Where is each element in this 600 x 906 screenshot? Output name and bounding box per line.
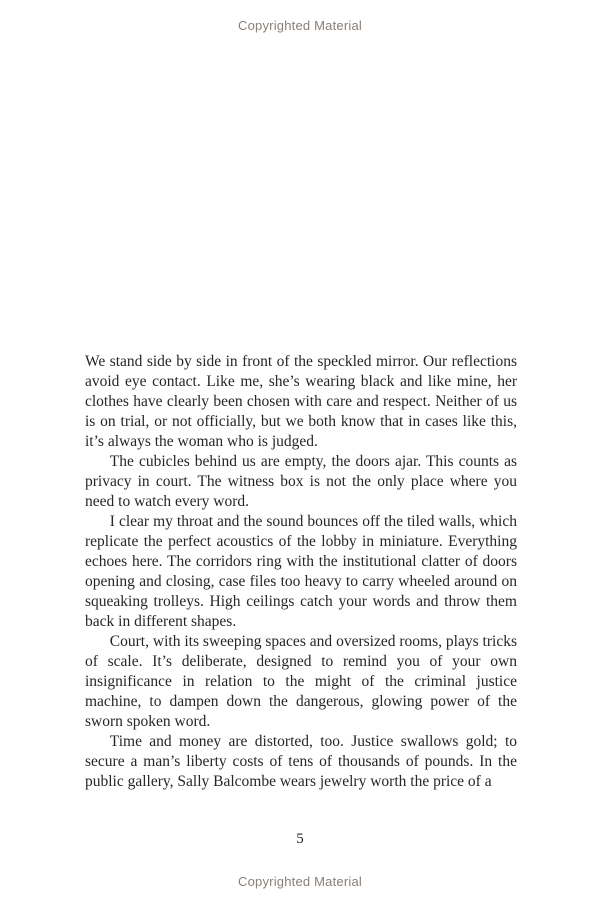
paragraph: The cubicles behind us are empty, the doors ajar. This counts as privacy in court. The witness box is not the only place where you need to watch every word. [85,453,517,510]
paragraph: I clear my throat and the sound bounces off the tiled walls, which replicate the perfect acoustics of the lobby in miniature. Everything echoes here. The corridors ring with the institutional clatter of doors opening and closing, case files too heavy to carry wheeled around on squeaking trolleys. High ceilings catch your words and throw them back in different shapes. [85,513,517,630]
page-number: 5 [296,831,304,847]
paragraph: We stand side by side in front of the speckled mirror. Our reflections avoid eye contact. Like me, she’s wearing black and like mine, her clothes have clearly been chosen with care and respect. Neither of us is on trial, or not officially, but we both know that in cases like this, it’s always the woman who is judged. [85,353,517,450]
page-body-text [85,352,517,792]
copyright-notice-top: Copyrighted Material [238,18,362,33]
paragraph: Time and money are distorted, too. Justice swallows gold; to secure a man’s liberty costs of tens of thousands of pounds. In the public gallery, Sally Balcombe wears jewelry worth the price of a [85,733,517,790]
paragraph: Court, with its sweeping spaces and oversized rooms, plays tricks of scale. It’s deliberate, designed to remind you of your own insignificance in relation to the might of the criminal justice machine, to dampen down the dangerous, glowing power of the sworn spoken word. [85,633,517,730]
copyright-notice-bottom: Copyrighted Material [238,874,362,889]
